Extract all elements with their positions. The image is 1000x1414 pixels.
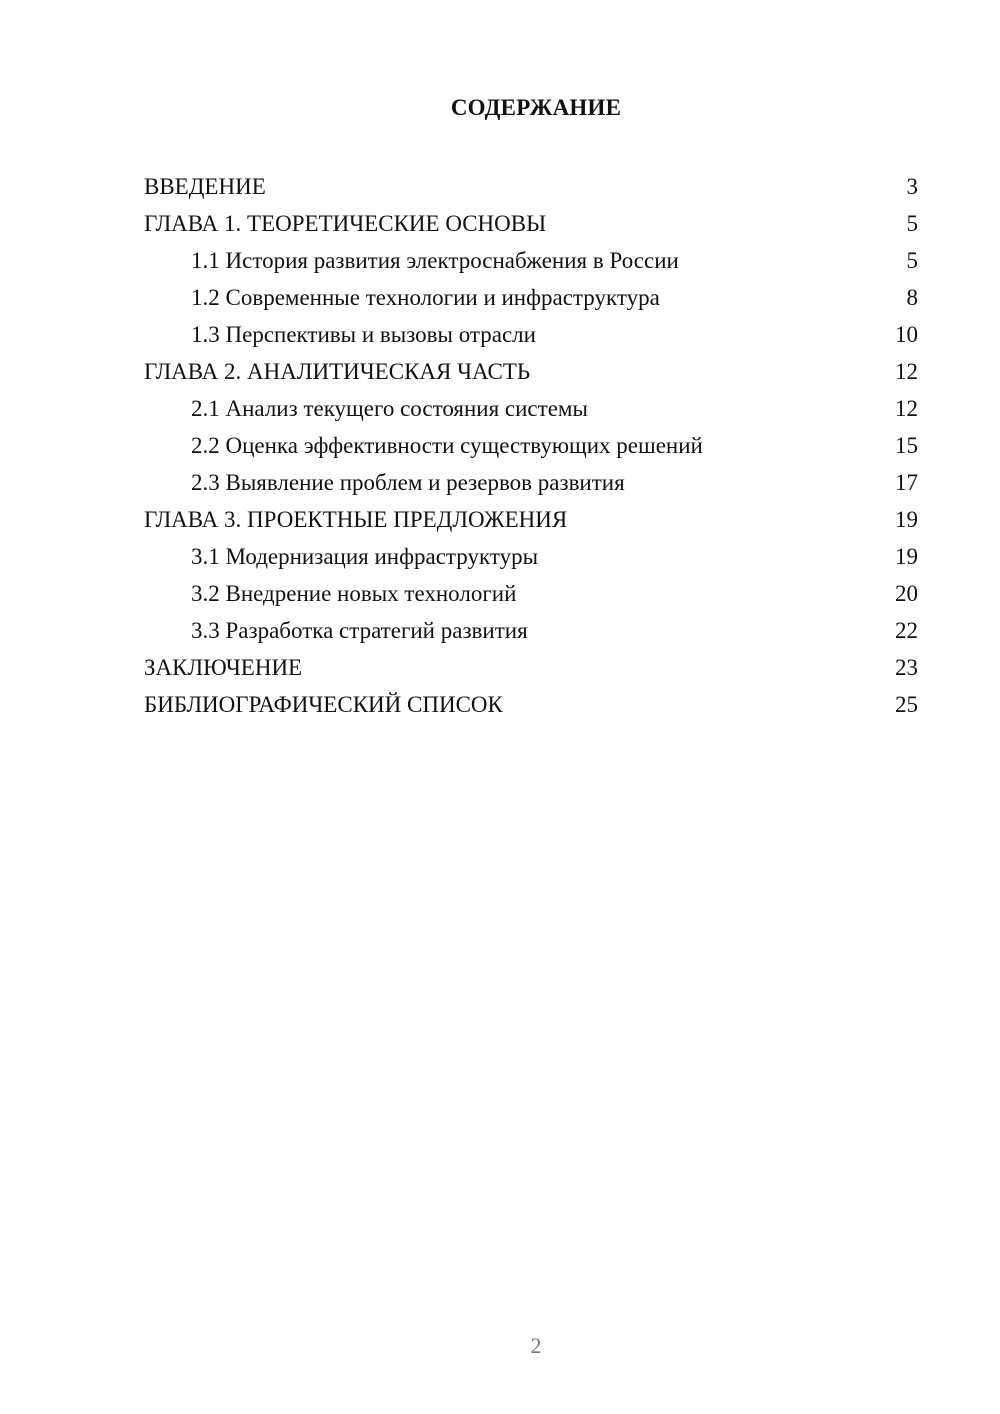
toc-entry-section-2-1[interactable]	[144, 390, 918, 427]
toc-entry-label: 1.3 Перспективы и вызовы отрасли	[191, 322, 536, 347]
toc-entry-page: 5	[906, 248, 918, 273]
toc-entry-section-2-2[interactable]	[144, 427, 918, 464]
toc-entry-label: ГЛАВА 1. ТЕОРЕТИЧЕСКИЕ ОСНОВЫ	[144, 211, 547, 236]
toc-entry-page: 25	[895, 692, 918, 717]
toc-entry-label: 1.2 Современные технологии и инфраструктура	[191, 285, 660, 310]
toc-entry-label: ГЛАВА 3. ПРОЕКТНЫЕ ПРЕДЛОЖЕНИЯ	[144, 507, 568, 532]
toc-entry-page: 17	[895, 470, 918, 495]
toc-entry-page: 22	[895, 618, 918, 643]
toc-entry-label: 3.1 Модернизация инфраструктуры	[191, 544, 539, 569]
toc-entry-page: 12	[895, 359, 918, 384]
toc-entry-section-1-3[interactable]	[144, 316, 918, 353]
toc-entry-section-1-2[interactable]	[144, 279, 918, 316]
toc-entry-bibliography[interactable]	[144, 686, 918, 723]
toc-entry-label: БИБЛИОГРАФИЧЕСКИЙ СПИСОК	[144, 692, 503, 717]
toc-entry-page: 15	[895, 433, 918, 458]
toc-entry-section-1-1[interactable]	[144, 242, 918, 279]
toc-entry-section-3-2[interactable]	[144, 575, 918, 612]
toc-entry-introduction[interactable]	[144, 168, 918, 205]
toc-entry-conclusion[interactable]	[144, 649, 918, 686]
toc-entry-label: 2.3 Выявление проблем и резервов развития	[191, 470, 625, 495]
toc-entry-label: 2.2 Оценка эффективности существующих решений	[191, 433, 703, 458]
toc-entry-label: ГЛАВА 2. АНАЛИТИЧЕСКАЯ ЧАСТЬ	[144, 359, 531, 384]
toc-entry-page: 8	[906, 285, 918, 310]
toc-entry-section-3-1[interactable]	[144, 538, 918, 575]
toc-entry-label: 1.1 История развития электроснабжения в России	[191, 248, 679, 273]
toc-entry-chapter-1[interactable]	[144, 205, 918, 242]
toc-entry-chapter-2[interactable]	[144, 353, 918, 390]
toc-entry-label: 2.1 Анализ текущего состояния системы	[191, 396, 588, 421]
toc-entry-section-3-3[interactable]	[144, 612, 918, 649]
toc-entry-label: 3.2 Внедрение новых технологий	[191, 581, 517, 606]
page-number: 2	[530, 1333, 542, 1358]
toc-entry-label: 3.3 Разработка стратегий развития	[191, 618, 528, 643]
toc-entry-page: 19	[895, 544, 918, 569]
toc-entry-page: 10	[895, 322, 918, 347]
toc-entry-page: 20	[895, 581, 918, 606]
toc-entry-page: 3	[906, 174, 918, 199]
toc-entry-label: ЗАКЛЮЧЕНИЕ	[144, 655, 303, 680]
toc-entry-label: ВВЕДЕНИЕ	[144, 174, 266, 199]
toc-entry-section-2-3[interactable]	[144, 464, 918, 501]
toc-entry-page: 23	[895, 655, 918, 680]
toc-entry-page: 19	[895, 507, 918, 532]
toc-entry-page: 5	[906, 211, 918, 236]
toc-entry-page: 12	[895, 396, 918, 421]
table-of-contents	[144, 168, 918, 723]
toc-title: СОДЕРЖАНИЕ	[450, 95, 622, 120]
toc-entry-chapter-3[interactable]	[144, 501, 918, 538]
